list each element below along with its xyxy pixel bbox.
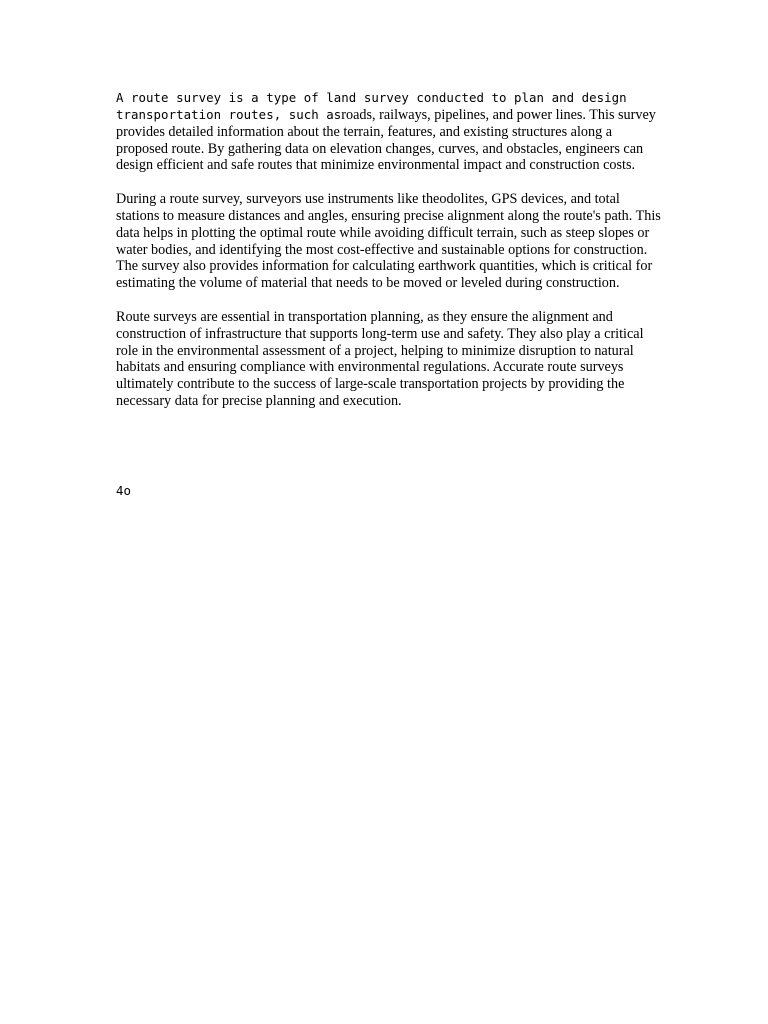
page-number: 4o	[116, 483, 131, 498]
paragraph-1-line-1: A route survey is a type of land survey conducted to plan and design	[116, 90, 627, 105]
document-body	[116, 89, 661, 427]
paragraph-2: During a route survey, surveyors use instruments like theodolites, GPS devices, and total stations to measure distances and angles, ensuring precise alignment along the route's path. This data helps in plotting the optimal route while avoiding difficult terrain, such as steep slopes or water bodies, and identifying the most cost-effective and sustainable options for construction. The survey also provides information for calculating earthwork quantities, which is critical for estimating the volume of material that needs to be moved or leveled during construction.	[116, 191, 661, 292]
paragraph-1-rest: roads, railways, pipelines, and power lines. This survey provides detailed information about the terrain, features, and existing structures along a proposed route. By gathering data on elevation changes, curves, and obstacles, engineers can design efficient and safe routes that minimize environmental impact and construction costs.	[116, 107, 656, 174]
paragraph-1-line-2-start: transportation routes, such as	[116, 107, 342, 122]
paragraph-1	[116, 89, 661, 174]
paragraph-3: Route surveys are essential in transportation planning, as they ensure the alignment and construction of infrastructure that supports long-term use and safety. They also play a critical role in the environmental assessment of a project, helping to minimize disruption to natural habitats and ensuring compliance with environmental regulations. Accurate route surveys ultimately contribute to the success of large-scale transportation projects by providing the necessary data for precise planning and execution.	[116, 308, 644, 409]
